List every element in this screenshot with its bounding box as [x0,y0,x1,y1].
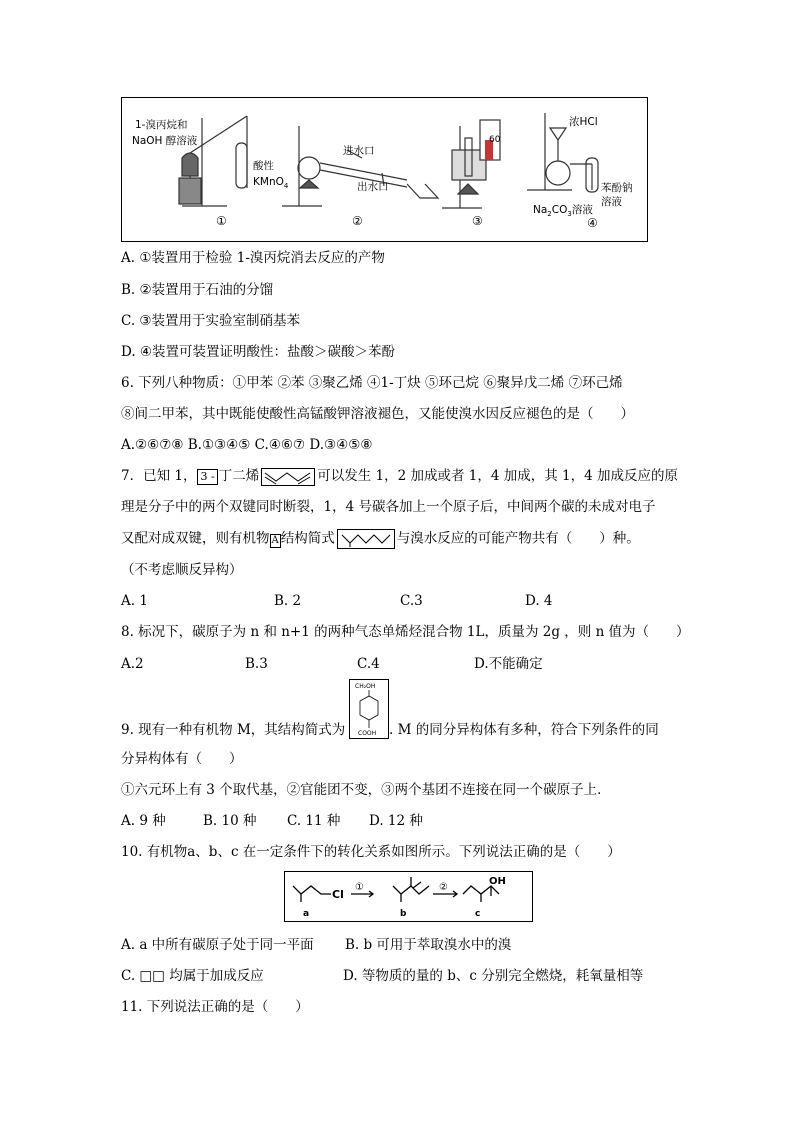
q7-line3-part2: 结构简式 [280,530,335,547]
q9-option-b: B. 10 种 [203,813,257,829]
q7-stem-part2: 丁二烯 [218,468,260,484]
q9-option-c: C. 11 种 [287,813,341,829]
apparatus-number-3: ③ [472,214,483,228]
apparatus-drawing [122,98,647,241]
apparatus-label-4b: 苯酚钠 [601,182,633,194]
q9-stem-part1: 9. 现有一种有机物 M，其结构简式为 [121,722,346,738]
q5-option-b: B. ②装置用于石油的分馏 [121,282,274,298]
q10-label-b: b [400,909,407,919]
apparatus-label-2b: 出水口 [357,181,389,193]
q7-stem-line1 [121,467,678,486]
apparatus-label-1a: 1-溴丙烷和 [135,119,188,131]
apparatus-label-1b: NaOH 醇溶液 [132,135,198,147]
q8-stem: 8. 标况下，碳原子为 n 和 n+1 的两种气态单烯烃混合物 1L，质量为 2g ，则 n 值为（ ） [121,624,690,640]
apparatus-3 [442,120,500,208]
q7-option-a: A. 1 [121,593,148,609]
apparatus-number-1: ① [216,214,227,228]
apparatus-figure [121,97,648,242]
apparatus-label-4d: $Na_2CO_3$溶液 [533,204,593,218]
q7-option-d: D. 4 [525,593,553,609]
apparatus-label-2a: 进水口 [343,145,375,157]
q8-option-c: C.4 [357,656,380,672]
q9-option-d: D. 12 种 [369,813,423,829]
q7-line3-part3: 与溴水反应的可能产物共有（ ）种。 [396,530,640,547]
q7-compound-a-box: A [271,534,279,546]
apparatus-2 [282,126,438,206]
q5-option-c: C. ③装置用于实验室制硝基苯 [121,313,301,329]
compound-m-drawing [350,680,388,738]
q9-stem-part2: . M 的同分异构体有多种，符合下列条件的同 [389,722,659,738]
q9-stem-line2: 分异构体有（ ） [121,751,243,767]
compound-m-top-group: CH₂OH [355,683,376,690]
q7-option-b: B. 2 [274,593,302,609]
q10-option-b: B. b 可用于萃取溴水中的溴 [345,937,512,953]
q5-option-a: A. ①装置用于检验 1-溴丙烷消去反应的产物 [121,250,385,266]
q10-option-d: D. 等物质的量的 b、c 分别完全燃烧，耗氧量相等 [343,968,644,984]
q8-option-b: B.3 [245,656,268,672]
q10-reaction-scheme [284,871,533,922]
q10-cl-label: Cl [332,888,344,901]
q8-option-a: A.2 [121,656,144,672]
apparatus-1 [179,116,247,206]
apparatus-label-4a: 浓HCl [569,116,598,128]
q9-option-a: A. 9 种 [121,813,166,829]
compound-m-structure [349,679,389,739]
apparatus-number-2: ② [352,214,363,228]
q10-option-c: C. □□ 均属于加成反应 [121,968,264,984]
q8-option-d: D.不能确定 [474,656,543,672]
q7-stem-line3 [121,529,640,549]
q10-oh-label: OH [489,876,506,887]
apparatus-label-4c: 溶液 [601,196,622,208]
butadiene-structure [261,468,315,486]
q7-stem-part1: 7．已知 1， [121,468,197,484]
q11-stem: 11. 下列说法正确的是（ ） [121,999,309,1015]
apparatus-label-3a: 60 [489,135,501,145]
q10-option-a: A. a 中所有碳原子处于同一平面 [121,937,314,953]
compound-a-drawing [338,530,394,548]
q7-fig-box: 3 - [197,469,217,485]
q10-label-c: c [475,909,481,919]
compound-m-bottom-group: COOH [358,730,377,737]
q10-scheme-drawing [285,872,532,921]
compound-a-structure [337,529,395,549]
apparatus-label-1c: 酸性 [253,160,274,172]
apparatus-number-4: ④ [587,216,598,230]
q7-stem-line2: 理是分子中的两个双键同时断裂，1，4 号碳各加上一个原子后，中间两个碳的未成对电子 [121,499,656,515]
q6-stem-line1: 6. 下列八种物质：①甲苯 ②苯 ③聚乙烯 ④1-丁炔 ⑤环己烷 ⑥聚异戊二烯 ⑦环己烯 [121,375,623,391]
q10-step1-label: ① [355,882,364,893]
q9-conditions: ①六元环上有 3 个取代基，②官能团不变，③两个基团不连接在同一个碳原子上． [121,782,611,798]
q6-options: A.②⑥⑦⑧ B.①③④⑤ C.④⑥⑦ D.③④⑤⑧ [121,437,373,453]
apparatus-label-1d: KMnO$_4$ [253,176,289,190]
q6-stem-line2: ⑧间二甲苯，其中既能使酸性高锰酸钾溶液褪色，又能使溴水因反应褪色的是（ ） [121,406,634,422]
q7-line3-part1: 又配对成双键，则有机物 [121,530,270,547]
q7-stem-part3: 可以发生 1，2 加成或者 1，4 加成，其 1，4 加成反应的原 [317,468,678,484]
butadiene-drawing [262,469,314,485]
q10-label-a: a [303,909,310,919]
q10-step2-label: ② [439,882,448,893]
q5-option-d: D. ④装置可装置证明酸性：盐酸＞碳酸＞苯酚 [121,344,396,360]
q7-option-c: C.3 [400,593,423,609]
q7-note: （不考虑顺反异构） [121,562,243,578]
q10-stem: 10. 有机物a、b、c 在一定条件下的转化关系如图所示。下列说法正确的是（ ） [121,844,621,860]
